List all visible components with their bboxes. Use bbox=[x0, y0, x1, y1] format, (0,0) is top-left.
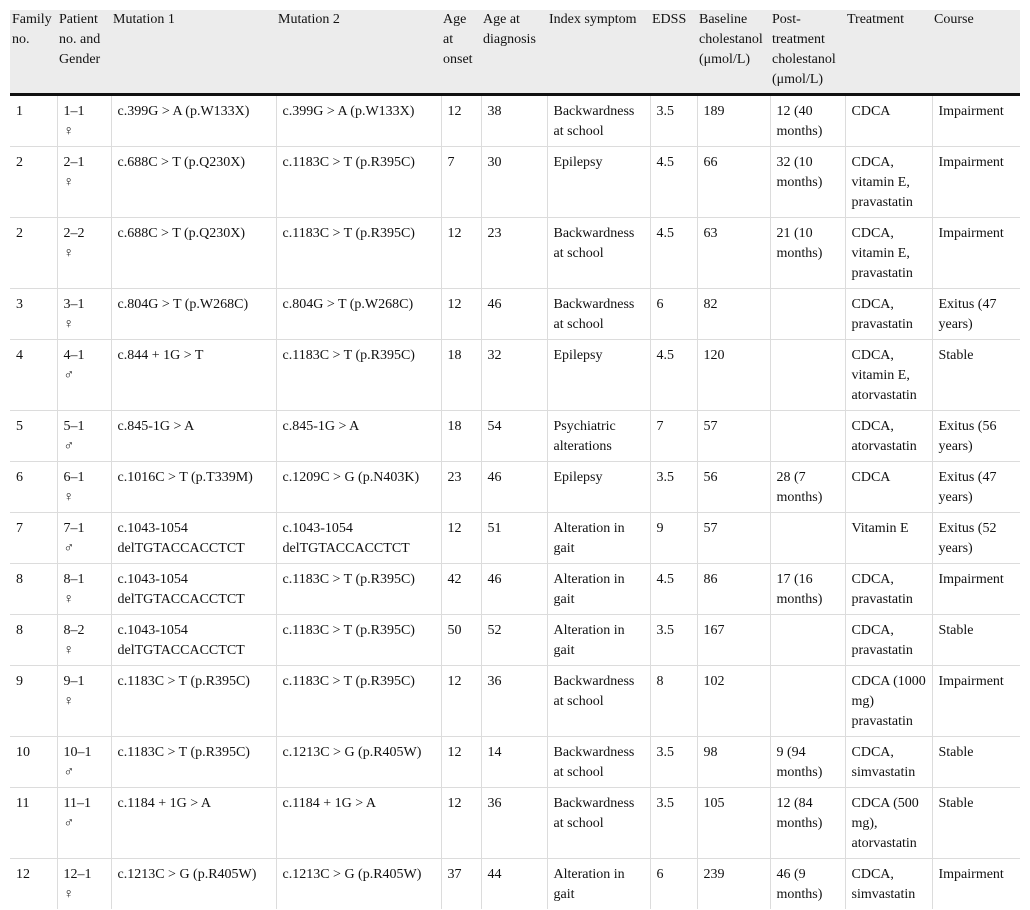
cell-patient bbox=[57, 737, 111, 788]
cell-age-onset: 42 bbox=[441, 564, 481, 615]
cell-patient bbox=[57, 564, 111, 615]
patient-number: 9–1 bbox=[63, 674, 85, 689]
patient-number: 2–1 bbox=[63, 155, 85, 170]
cell-mutation-2: c.1183C > T (p.R395C) bbox=[276, 340, 441, 411]
cell-baseline-cholestanol: 98 bbox=[697, 737, 770, 788]
cell-treatment: CDCA (1000 mg) pravastatin bbox=[845, 666, 932, 737]
table-row bbox=[10, 564, 1020, 615]
table-row bbox=[10, 859, 1020, 910]
cell-edss: 3.5 bbox=[650, 788, 697, 859]
cell-age-diagnosis: 23 bbox=[481, 218, 547, 289]
cell-treatment: CDCA, simvastatin bbox=[845, 859, 932, 910]
female-icon: ♀ bbox=[63, 694, 74, 709]
cell-treatment: CDCA, vitamin E, atorvastatin bbox=[845, 340, 932, 411]
cell-baseline-cholestanol: 239 bbox=[697, 859, 770, 910]
cell-patient bbox=[57, 340, 111, 411]
male-icon: ♂ bbox=[63, 368, 74, 383]
cell-post-cholestanol bbox=[770, 615, 845, 666]
patient-number: 11–1 bbox=[63, 796, 91, 811]
cell-post-cholestanol bbox=[770, 666, 845, 737]
cell-baseline-cholestanol: 63 bbox=[697, 218, 770, 289]
patient-number: 4–1 bbox=[63, 348, 85, 363]
cell-mutation-1: c.1213C > G (p.R405W) bbox=[111, 859, 276, 910]
cell-post-cholestanol: 12 (84 months) bbox=[770, 788, 845, 859]
patient-number: 8–1 bbox=[63, 572, 85, 587]
cell-index-symptom: Backwardness at school bbox=[547, 666, 650, 737]
male-icon: ♂ bbox=[63, 541, 74, 556]
cell-index-symptom: Epilepsy bbox=[547, 340, 650, 411]
cell-mutation-1: c.1043-1054 delTGTACCACCTCT bbox=[111, 564, 276, 615]
table-row bbox=[10, 513, 1020, 564]
cell-patient bbox=[57, 513, 111, 564]
cell-baseline-cholestanol: 120 bbox=[697, 340, 770, 411]
header-age-diagnosis: Age at diagnosis bbox=[481, 10, 547, 95]
cell-course: Impairment bbox=[932, 666, 1020, 737]
cell-age-diagnosis: 36 bbox=[481, 666, 547, 737]
cell-family: 3 bbox=[10, 289, 57, 340]
cell-patient bbox=[57, 615, 111, 666]
cell-mutation-2: c.1209C > G (p.N403K) bbox=[276, 462, 441, 513]
cell-age-diagnosis: 51 bbox=[481, 513, 547, 564]
cell-baseline-cholestanol: 82 bbox=[697, 289, 770, 340]
cell-age-onset: 37 bbox=[441, 859, 481, 910]
table-row bbox=[10, 218, 1020, 289]
header-baseline-cholestanol: Baseline cholestanol (μmol/L) bbox=[697, 10, 770, 95]
cell-patient bbox=[57, 859, 111, 910]
header-family-no: Family no. bbox=[10, 10, 57, 95]
male-icon: ♂ bbox=[63, 765, 74, 780]
cell-age-onset: 12 bbox=[441, 95, 481, 147]
cell-mutation-2: c.1183C > T (p.R395C) bbox=[276, 615, 441, 666]
table-row bbox=[10, 615, 1020, 666]
cell-edss: 4.5 bbox=[650, 340, 697, 411]
table-row bbox=[10, 666, 1020, 737]
cell-patient bbox=[57, 147, 111, 218]
cell-age-onset: 50 bbox=[441, 615, 481, 666]
table-row bbox=[10, 462, 1020, 513]
cell-index-symptom: Backwardness at school bbox=[547, 95, 650, 147]
cell-index-symptom: Alteration in gait bbox=[547, 513, 650, 564]
patient-number: 7–1 bbox=[63, 521, 85, 536]
table-row bbox=[10, 788, 1020, 859]
cell-edss: 6 bbox=[650, 289, 697, 340]
table-header-row bbox=[10, 10, 1020, 95]
cell-mutation-2: c.1183C > T (p.R395C) bbox=[276, 666, 441, 737]
cell-baseline-cholestanol: 102 bbox=[697, 666, 770, 737]
cell-family: 11 bbox=[10, 788, 57, 859]
cell-index-symptom: Psychiatric alterations bbox=[547, 411, 650, 462]
cell-course: Exitus (56 years) bbox=[932, 411, 1020, 462]
cell-edss: 4.5 bbox=[650, 147, 697, 218]
cell-mutation-2: c.1043-1054 delTGTACCACCTCT bbox=[276, 513, 441, 564]
cell-index-symptom: Alteration in gait bbox=[547, 564, 650, 615]
cell-family: 1 bbox=[10, 95, 57, 147]
female-icon: ♀ bbox=[63, 643, 74, 658]
cell-mutation-1: c.1016C > T (p.T339M) bbox=[111, 462, 276, 513]
cell-patient bbox=[57, 218, 111, 289]
cell-course: Exitus (52 years) bbox=[932, 513, 1020, 564]
header-mutation-2: Mutation 2 bbox=[276, 10, 441, 95]
cell-treatment: Vitamin E bbox=[845, 513, 932, 564]
cell-mutation-1: c.845-1G > A bbox=[111, 411, 276, 462]
cell-post-cholestanol: 12 (40 months) bbox=[770, 95, 845, 147]
cell-course: Stable bbox=[932, 788, 1020, 859]
male-icon: ♂ bbox=[63, 439, 74, 454]
cell-baseline-cholestanol: 105 bbox=[697, 788, 770, 859]
cell-mutation-1: c.399G > A (p.W133X) bbox=[111, 95, 276, 147]
cell-edss: 4.5 bbox=[650, 218, 697, 289]
patient-number: 2–2 bbox=[63, 226, 85, 241]
cell-age-diagnosis: 44 bbox=[481, 859, 547, 910]
cell-mutation-2: c.1213C > G (p.R405W) bbox=[276, 737, 441, 788]
cell-age-diagnosis: 52 bbox=[481, 615, 547, 666]
cell-age-diagnosis: 14 bbox=[481, 737, 547, 788]
cell-course: Exitus (47 years) bbox=[932, 462, 1020, 513]
header-mutation-1: Mutation 1 bbox=[111, 10, 276, 95]
table-row bbox=[10, 289, 1020, 340]
cell-mutation-2: c.1184 + 1G > A bbox=[276, 788, 441, 859]
cell-family: 9 bbox=[10, 666, 57, 737]
cell-post-cholestanol: 21 (10 months) bbox=[770, 218, 845, 289]
patient-number: 3–1 bbox=[63, 297, 85, 312]
cell-post-cholestanol bbox=[770, 513, 845, 564]
cell-course: Stable bbox=[932, 737, 1020, 788]
cell-mutation-1: c.688C > T (p.Q230X) bbox=[111, 147, 276, 218]
cell-mutation-2: c.1183C > T (p.R395C) bbox=[276, 147, 441, 218]
cell-mutation-2: c.1183C > T (p.R395C) bbox=[276, 218, 441, 289]
cell-age-onset: 12 bbox=[441, 289, 481, 340]
cell-treatment: CDCA, pravastatin bbox=[845, 615, 932, 666]
cell-course: Impairment bbox=[932, 95, 1020, 147]
cell-index-symptom: Alteration in gait bbox=[547, 859, 650, 910]
cell-edss: 3.5 bbox=[650, 615, 697, 666]
female-icon: ♀ bbox=[63, 317, 74, 332]
patient-number: 1–1 bbox=[63, 104, 85, 119]
cell-post-cholestanol: 32 (10 months) bbox=[770, 147, 845, 218]
cell-mutation-2: c.804G > T (p.W268C) bbox=[276, 289, 441, 340]
cell-family: 12 bbox=[10, 859, 57, 910]
cell-mutation-1: c.804G > T (p.W268C) bbox=[111, 289, 276, 340]
cell-family: 8 bbox=[10, 564, 57, 615]
cell-baseline-cholestanol: 167 bbox=[697, 615, 770, 666]
cell-age-diagnosis: 46 bbox=[481, 289, 547, 340]
cell-baseline-cholestanol: 57 bbox=[697, 513, 770, 564]
cell-post-cholestanol: 46 (9 months) bbox=[770, 859, 845, 910]
female-icon: ♀ bbox=[63, 592, 74, 607]
header-treatment: Treatment bbox=[845, 10, 932, 95]
table-row bbox=[10, 340, 1020, 411]
cell-mutation-2: c.845-1G > A bbox=[276, 411, 441, 462]
table-row bbox=[10, 95, 1020, 147]
cell-mutation-2: c.1183C > T (p.R395C) bbox=[276, 564, 441, 615]
cell-age-onset: 12 bbox=[441, 218, 481, 289]
cell-index-symptom: Backwardness at school bbox=[547, 218, 650, 289]
female-icon: ♀ bbox=[63, 490, 74, 505]
cell-treatment: CDCA, vitamin E, pravastatin bbox=[845, 218, 932, 289]
female-icon: ♀ bbox=[63, 887, 74, 902]
cell-patient bbox=[57, 289, 111, 340]
cell-edss: 3.5 bbox=[650, 737, 697, 788]
cell-age-onset: 18 bbox=[441, 411, 481, 462]
cell-age-diagnosis: 38 bbox=[481, 95, 547, 147]
cell-edss: 7 bbox=[650, 411, 697, 462]
cell-course: Impairment bbox=[932, 564, 1020, 615]
cell-baseline-cholestanol: 189 bbox=[697, 95, 770, 147]
cell-family: 10 bbox=[10, 737, 57, 788]
cell-age-diagnosis: 46 bbox=[481, 462, 547, 513]
cell-age-onset: 12 bbox=[441, 666, 481, 737]
cell-family: 6 bbox=[10, 462, 57, 513]
cell-edss: 6 bbox=[650, 859, 697, 910]
patient-number: 6–1 bbox=[63, 470, 85, 485]
female-icon: ♀ bbox=[63, 246, 74, 261]
cell-edss: 4.5 bbox=[650, 564, 697, 615]
cell-mutation-1: c.844 + 1G > T bbox=[111, 340, 276, 411]
patient-number: 5–1 bbox=[63, 419, 85, 434]
cell-age-diagnosis: 32 bbox=[481, 340, 547, 411]
cell-mutation-1: c.1183C > T (p.R395C) bbox=[111, 666, 276, 737]
cell-treatment: CDCA, simvastatin bbox=[845, 737, 932, 788]
cell-post-cholestanol bbox=[770, 289, 845, 340]
cell-index-symptom: Alteration in gait bbox=[547, 615, 650, 666]
cell-course: Stable bbox=[932, 340, 1020, 411]
cell-family: 2 bbox=[10, 147, 57, 218]
male-icon: ♂ bbox=[63, 816, 74, 831]
cell-edss: 3.5 bbox=[650, 462, 697, 513]
table-row bbox=[10, 411, 1020, 462]
cell-age-diagnosis: 30 bbox=[481, 147, 547, 218]
cell-course: Impairment bbox=[932, 218, 1020, 289]
cell-course: Exitus (47 years) bbox=[932, 289, 1020, 340]
female-icon: ♀ bbox=[63, 175, 74, 190]
cell-post-cholestanol: 17 (16 months) bbox=[770, 564, 845, 615]
header-course: Course bbox=[932, 10, 1020, 95]
patient-table-container bbox=[10, 10, 1020, 909]
cell-baseline-cholestanol: 56 bbox=[697, 462, 770, 513]
patient-number: 8–2 bbox=[63, 623, 85, 638]
patient-number: 10–1 bbox=[63, 745, 92, 760]
header-patient-gender: Patient no. and Gender bbox=[57, 10, 111, 95]
cell-course: Stable bbox=[932, 615, 1020, 666]
cell-treatment: CDCA, pravastatin bbox=[845, 289, 932, 340]
header-age-onset: Age at onset bbox=[441, 10, 481, 95]
cell-course: Impairment bbox=[938, 867, 1004, 882]
cell-post-cholestanol bbox=[770, 340, 845, 411]
female-icon: ♀ bbox=[63, 124, 74, 139]
cell-index-symptom: Epilepsy bbox=[547, 147, 650, 218]
cell-treatment: CDCA bbox=[845, 95, 932, 147]
cell-mutation-1: c.1183C > T (p.R395C) bbox=[111, 737, 276, 788]
cell-age-diagnosis: 54 bbox=[481, 411, 547, 462]
cell-treatment: CDCA, pravastatin bbox=[845, 564, 932, 615]
cell-family: 2 bbox=[10, 218, 57, 289]
cell-index-symptom: Backwardness at school bbox=[547, 289, 650, 340]
cell-family: 4 bbox=[10, 340, 57, 411]
cell-treatment: CDCA bbox=[845, 462, 932, 513]
header-post-cholestanol: Post-treatment cholestanol (μmol/L) bbox=[770, 10, 845, 95]
cell-treatment: CDCA (500 mg), atorvastatin bbox=[845, 788, 932, 859]
cell-family: 7 bbox=[10, 513, 57, 564]
cell-patient bbox=[57, 666, 111, 737]
patient-number: 12–1 bbox=[63, 867, 92, 882]
header-index-symptom: Index symptom bbox=[547, 10, 650, 95]
cell-age-onset: 12 bbox=[441, 737, 481, 788]
cell-post-cholestanol: 28 (7 months) bbox=[770, 462, 845, 513]
cell-family: 5 bbox=[10, 411, 57, 462]
cell-family: 8 bbox=[10, 615, 57, 666]
cell-edss: 3.5 bbox=[650, 95, 697, 147]
cell-age-diagnosis: 36 bbox=[481, 788, 547, 859]
cell-age-onset: 12 bbox=[441, 788, 481, 859]
cell-mutation-1: c.1043-1054 delTGTACCACCTCT bbox=[111, 513, 276, 564]
cell-mutation-2: c.399G > A (p.W133X) bbox=[276, 95, 441, 147]
cell-post-cholestanol: 9 (94 months) bbox=[770, 737, 845, 788]
cell-index-symptom: Backwardness at school bbox=[547, 788, 650, 859]
cell-treatment: CDCA, atorvastatin bbox=[845, 411, 932, 462]
table-row bbox=[10, 147, 1020, 218]
cell-mutation-1: c.688C > T (p.Q230X) bbox=[111, 218, 276, 289]
cell-treatment: CDCA, vitamin E, pravastatin bbox=[845, 147, 932, 218]
cell-baseline-cholestanol: 86 bbox=[697, 564, 770, 615]
cell-baseline-cholestanol: 57 bbox=[697, 411, 770, 462]
cell-patient bbox=[57, 95, 111, 147]
table-row bbox=[10, 737, 1020, 788]
cell-index-symptom: Epilepsy bbox=[547, 462, 650, 513]
cell-age-onset: 18 bbox=[441, 340, 481, 411]
cell-mutation-1: c.1043-1054 delTGTACCACCTCT bbox=[111, 615, 276, 666]
cell-age-onset: 7 bbox=[441, 147, 481, 218]
cell-age-diagnosis: 46 bbox=[481, 564, 547, 615]
cell-mutation-1: c.1184 + 1G > A bbox=[111, 788, 276, 859]
cell-patient bbox=[57, 462, 111, 513]
cell-age-onset: 23 bbox=[441, 462, 481, 513]
cell-post-cholestanol bbox=[770, 411, 845, 462]
patient-table bbox=[10, 10, 1020, 909]
cell-patient bbox=[57, 411, 111, 462]
cell-mutation-2: c.1213C > G (p.R405W) bbox=[276, 859, 441, 910]
cell-course: Impairment bbox=[932, 147, 1020, 218]
cell-edss: 8 bbox=[650, 666, 697, 737]
cell-edss: 9 bbox=[650, 513, 697, 564]
cell-index-symptom: Backwardness at school bbox=[547, 737, 650, 788]
header-edss: EDSS bbox=[650, 10, 697, 95]
cell-patient bbox=[57, 788, 111, 859]
cell-baseline-cholestanol: 66 bbox=[697, 147, 770, 218]
cell-age-onset: 12 bbox=[441, 513, 481, 564]
